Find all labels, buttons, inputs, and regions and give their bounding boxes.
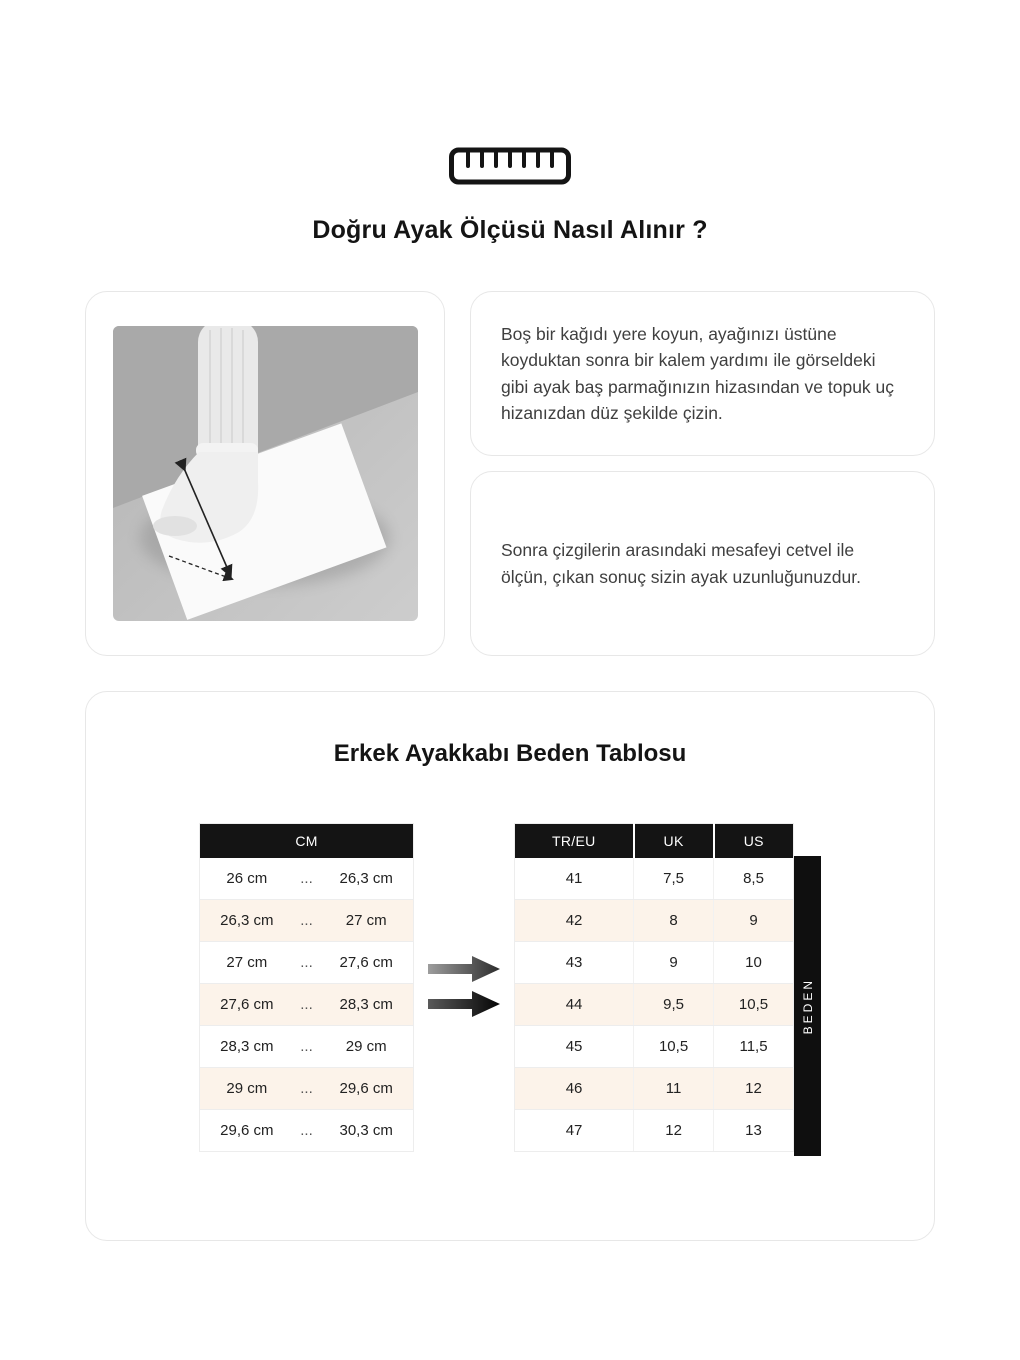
size-table-card [85,691,935,1241]
size-cell: 10,5 [634,1026,714,1068]
cm-table [199,823,414,1152]
table-row [200,984,414,1026]
instruction-text-1: Boş bir kağıdı yere koyun, ayağınızı üstüne koyduktan sonra bir kalem yardımı ile görseldeki gibi ayak baş parmağınızın hizasından ve topuk uç hizanızdan düz şekilde çizin. [501,324,895,423]
size-cell: 7,5 [634,858,714,900]
size-header-us: US [714,824,794,858]
cm-cell: 28,3 cm [319,984,413,1026]
size-cell: 11,5 [714,1026,794,1068]
size-cell: 12 [634,1110,714,1152]
size-cell: 10,5 [714,984,794,1026]
cm-cell: 26,3 cm [200,900,294,942]
instruction-card-2 [470,471,935,656]
foot-measure-image-card [85,291,445,656]
size-cell: 41 [515,858,634,900]
table-row [515,1026,794,1068]
table-row [200,1110,414,1152]
size-table-title: Erkek Ayakkabı Beden Tablosu [333,740,687,767]
content [85,291,935,1241]
size-cell: 46 [515,1068,634,1110]
instruction-cards [470,291,935,656]
size-cell: 43 [515,942,634,984]
instruction-text-2: Sonra çizgilerin arasındaki mesafeyi cetvel ile ölçün, çıkan sonuç sizin ayak uzunluğunuzdur. [501,540,861,587]
cm-cell: 26 cm [200,858,294,900]
table-row [515,858,794,900]
table-row [515,1068,794,1110]
cm-cell: 29,6 cm [319,1068,413,1110]
table-row [515,984,794,1026]
size-header-treu: TR/EU [515,824,634,858]
cm-sep: ... [294,1110,320,1152]
size-cell: 10 [714,942,794,984]
cm-cell: 27,6 cm [200,984,294,1026]
table-row [200,1026,414,1068]
size-cell: 8,5 [714,858,794,900]
cm-sep: ... [294,942,320,984]
table-row [200,900,414,942]
size-cell: 44 [515,984,634,1026]
cm-sep: ... [294,1068,320,1110]
ruler-icon [448,146,572,186]
size-cell: 47 [515,1110,634,1152]
cm-cell: 27 cm [319,900,413,942]
size-cell: 12 [714,1068,794,1110]
size-cell: 11 [634,1068,714,1110]
cm-cell: 29 cm [200,1068,294,1110]
ruler-icon-wrap [0,0,1020,186]
beden-label-text: BEDEN [800,977,815,1035]
size-cell: 9,5 [634,984,714,1026]
size-cell: 13 [714,1110,794,1152]
cm-cell: 27,6 cm [319,942,413,984]
table-row [200,858,414,900]
instruction-card-1 [470,291,935,456]
cm-cell: 29 cm [319,1026,413,1068]
size-header-uk: UK [634,824,714,858]
cm-sep: ... [294,984,320,1026]
cm-cell: 26,3 cm [319,858,413,900]
cm-cell: 28,3 cm [200,1026,294,1068]
tables-row [86,823,934,1156]
instructions-section [85,291,935,656]
table-row [200,1068,414,1110]
cm-cell: 27 cm [200,942,294,984]
cm-sep: ... [294,1026,320,1068]
table-row [515,1110,794,1152]
cm-cell: 30,3 cm [319,1110,413,1152]
cm-cell: 29,6 cm [200,1110,294,1152]
size-cell: 45 [515,1026,634,1068]
foot-measurement-photo [113,326,418,621]
size-cell: 9 [714,900,794,942]
table-row [200,942,414,984]
size-cell: 9 [634,942,714,984]
size-table-group [514,823,821,1156]
size-cell: 8 [634,900,714,942]
table-row [515,942,794,984]
cm-sep: ... [294,900,320,942]
size-cell: 42 [515,900,634,942]
cm-table-header: CM [200,824,414,858]
cm-sep: ... [294,858,320,900]
table-row [515,900,794,942]
beden-side-label [794,856,821,1156]
double-right-arrows-icon [414,956,514,1017]
size-table [514,823,794,1152]
page-title: Doğru Ayak Ölçüsü Nasıl Alınır ? [312,216,708,244]
